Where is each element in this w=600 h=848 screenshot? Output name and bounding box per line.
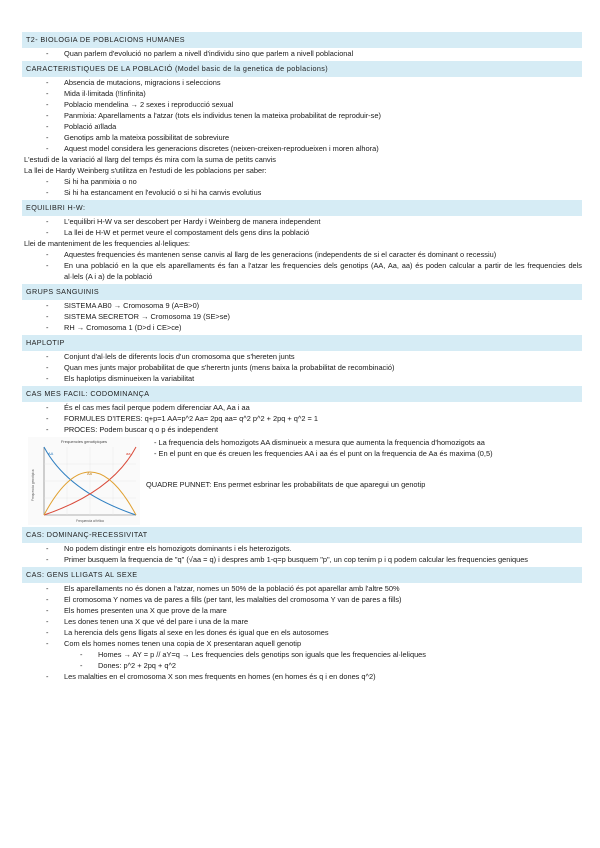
section-header-dominanc-recessivitat: CAS: DOMINANÇ-RECESSIVITAT: [22, 527, 582, 543]
list-item: - Poblacio mendelina → 2 sexes i reproducció sexual: [22, 99, 582, 110]
list-t2: [22, 48, 582, 59]
list-item: - L'equilibri H-W va ser descobert per Hardy i Weinberg de manera independent: [22, 216, 582, 227]
list-item: - Mida il·limitada (!!infinita): [22, 88, 582, 99]
list-item: - Els aparellaments no és donen a l'atzar, nomes un 50% de la població és pot aparellar amb l'altre 50%: [22, 583, 582, 594]
paragraph: La llei de Hardy Weinberg s'utilitza en l'estudi de les poblacions per saber:: [24, 166, 267, 175]
label-AA: AA: [48, 451, 54, 456]
list-item: - RH → Cromosoma 1 (D>d i CE>ce): [22, 322, 582, 333]
y-axis-label: Frequencia genotípica: [31, 469, 35, 501]
paragraph: Llei de manteniment de les frequencies al·leliques:: [24, 239, 190, 248]
list-item: - Panmixia: Aparellaments a l'atzar (tots els individus tenen la mateixa probabilitat de reproduir-se): [22, 110, 582, 121]
list-item: - Conjunt d'al·lels de diferents locis d'un cromosoma que s'hereten junts: [22, 351, 582, 362]
hardy-weinberg-figure: [28, 437, 140, 525]
list-caracteristiques: [22, 77, 582, 154]
section-header-equilibri: EQUILIBRI H-W:: [22, 200, 582, 216]
section-header-gens-lligats: CAS: GENS LLIGATS AL SEXE: [22, 567, 582, 583]
list-item: - Aquest model considera les generacions discretes (neixen-creixen-reprodueixen i moren alhora): [22, 143, 582, 154]
section-header-t2: T2- BIOLOGIA DE POBLACIONS HUMANES: [22, 32, 582, 48]
list-dominanc: [22, 543, 582, 565]
section-header-grups-sanguinis: GRUPS SANGUINIS: [22, 284, 582, 300]
list-item: - SISTEMA AB0 → Cromosoma 9 (A=B>0): [22, 300, 582, 311]
figure-note-2: - En el punt en que és creuen les frequencies AA i aa és el punt on la frequencia de Aa és maxima (0,5): [154, 449, 493, 458]
list-equilibri: [22, 216, 582, 238]
figure-note-1: - La frequencia dels homozigots AA disminueix a mesura que aumenta la frequencia d'homozigots aa: [154, 438, 485, 447]
list-item: - Els homes presenten una X que prove de la mare: [22, 605, 582, 616]
list-item: - En una població en la que els aparellaments és fan a l'atzar les frequencies dels genotips (AA, Aa, aa) és poden calcular a partir de les frequencies dels al·lels (A i a) de la població: [22, 260, 582, 282]
list-item: - La llei de H-W et permet veure el compostament dels gens dins la població: [22, 227, 582, 238]
quadre-punnet-note: QUADRE PUNNET: Ens permet esbrinar les probabilitats de que aparegui un genotip: [146, 480, 426, 489]
figure-description: [140, 437, 582, 490]
section-header-codominanca: CAS MES FACIL: CODOMINANÇA: [22, 386, 582, 402]
list-item: - Les malalties en el cromosoma X son mes frequents en homes (en homes és q i en dones q^2): [22, 671, 582, 682]
list-item: - Les dones tenen una X que vé del pare i una de la mare: [22, 616, 582, 627]
label-aa: aa: [126, 451, 131, 456]
list-item: - FORMULES D'ITERES: q+p=1 AA=p^2 Aa= 2pq aa= q^2 p^2 + 2pq + q^2 = 1: [22, 413, 582, 424]
label-Aa: Aa: [87, 471, 92, 476]
sub-list-item: - Homes → AY = p // aY=q → Les frequencies dels genotips son iguals que les frequencies al·leliques: [22, 649, 582, 660]
x-axis-label: Frequencia al·lèlica: [76, 519, 104, 523]
list-item: - Quan parlem d'evolució no parlem a nivell d'individu sino que parlem a nivell poblacional: [22, 48, 582, 59]
list-item: - El cromosoma Y nomes va de pares a fills (per tant, les malalties del cromosoma Y van de pares a fills): [22, 594, 582, 605]
list-manteniment: [22, 249, 582, 282]
figure-row: [22, 437, 582, 525]
list-grups: [22, 300, 582, 333]
list-item: - La herencia dels gens lligats al sexe en les dones és igual que en els autosomes: [22, 627, 582, 638]
figure-title: Frequencies genotípiques: [60, 439, 108, 444]
list-item: - Si hi ha panmixia o no: [22, 176, 582, 187]
list-item: - Si hi ha estancament en l'evolució o si hi ha canvis evolutius: [22, 187, 582, 198]
page: [22, 0, 582, 682]
list-item: - Quan mes junts major probabilitat de que s'herertn junts (mens baixa la probabilitat de recombinació): [22, 362, 582, 373]
list-item: - Primer busquem la frequencia de "q" (√aa = q) i despres amb 1-q=p busquem "p", un cop tenim p i q podem calcular les frequencies geniques: [22, 554, 582, 565]
list-item: - No podem distingir entre els homozigots dominants i els heterozigots.: [22, 543, 582, 554]
list-item: - SISTEMA SECRETOR → Cromosoma 19 (SE>se): [22, 311, 582, 322]
list-item: - PROCES: Podem buscar q o p és independent: [22, 424, 582, 435]
list-hw-uses: [22, 176, 582, 198]
list-haplotip: [22, 351, 582, 384]
section-header-caracteristiques: CARACTERISTIQUES DE LA POBLACIÓ (Model basic de la genetica de poblacions): [22, 61, 582, 77]
list-item: - Com els homes nomes tenen una copia de X presentaran aquell genotip: [22, 638, 582, 649]
list-gens-lligats: [22, 583, 582, 682]
list-item: - Absencia de mutacions, migracions i seleccions: [22, 77, 582, 88]
list-codominanca: [22, 402, 582, 435]
list-item: - Aquestes frequencies és mantenen sense canvis al llarg de les generacions (independents de si el caracter és dominant o recessiu): [22, 249, 582, 260]
paragraph: L'estudi de la variació al llarg del temps és mira com la suma de petits canvis: [24, 155, 276, 164]
section-header-haplotip: HAPLOTIP: [22, 335, 582, 351]
list-item: - Població aïllada: [22, 121, 582, 132]
sub-list-item: - Dones: p^2 + 2pq + q^2: [22, 660, 582, 671]
list-item: - Genotips amb la mateixa possibilitat de sobreviure: [22, 132, 582, 143]
list-item: - Els haplotips disminueixen la variabilitat: [22, 373, 582, 384]
list-item: - És el cas mes facil perque podem diferenciar AA, Aa i aa: [22, 402, 582, 413]
